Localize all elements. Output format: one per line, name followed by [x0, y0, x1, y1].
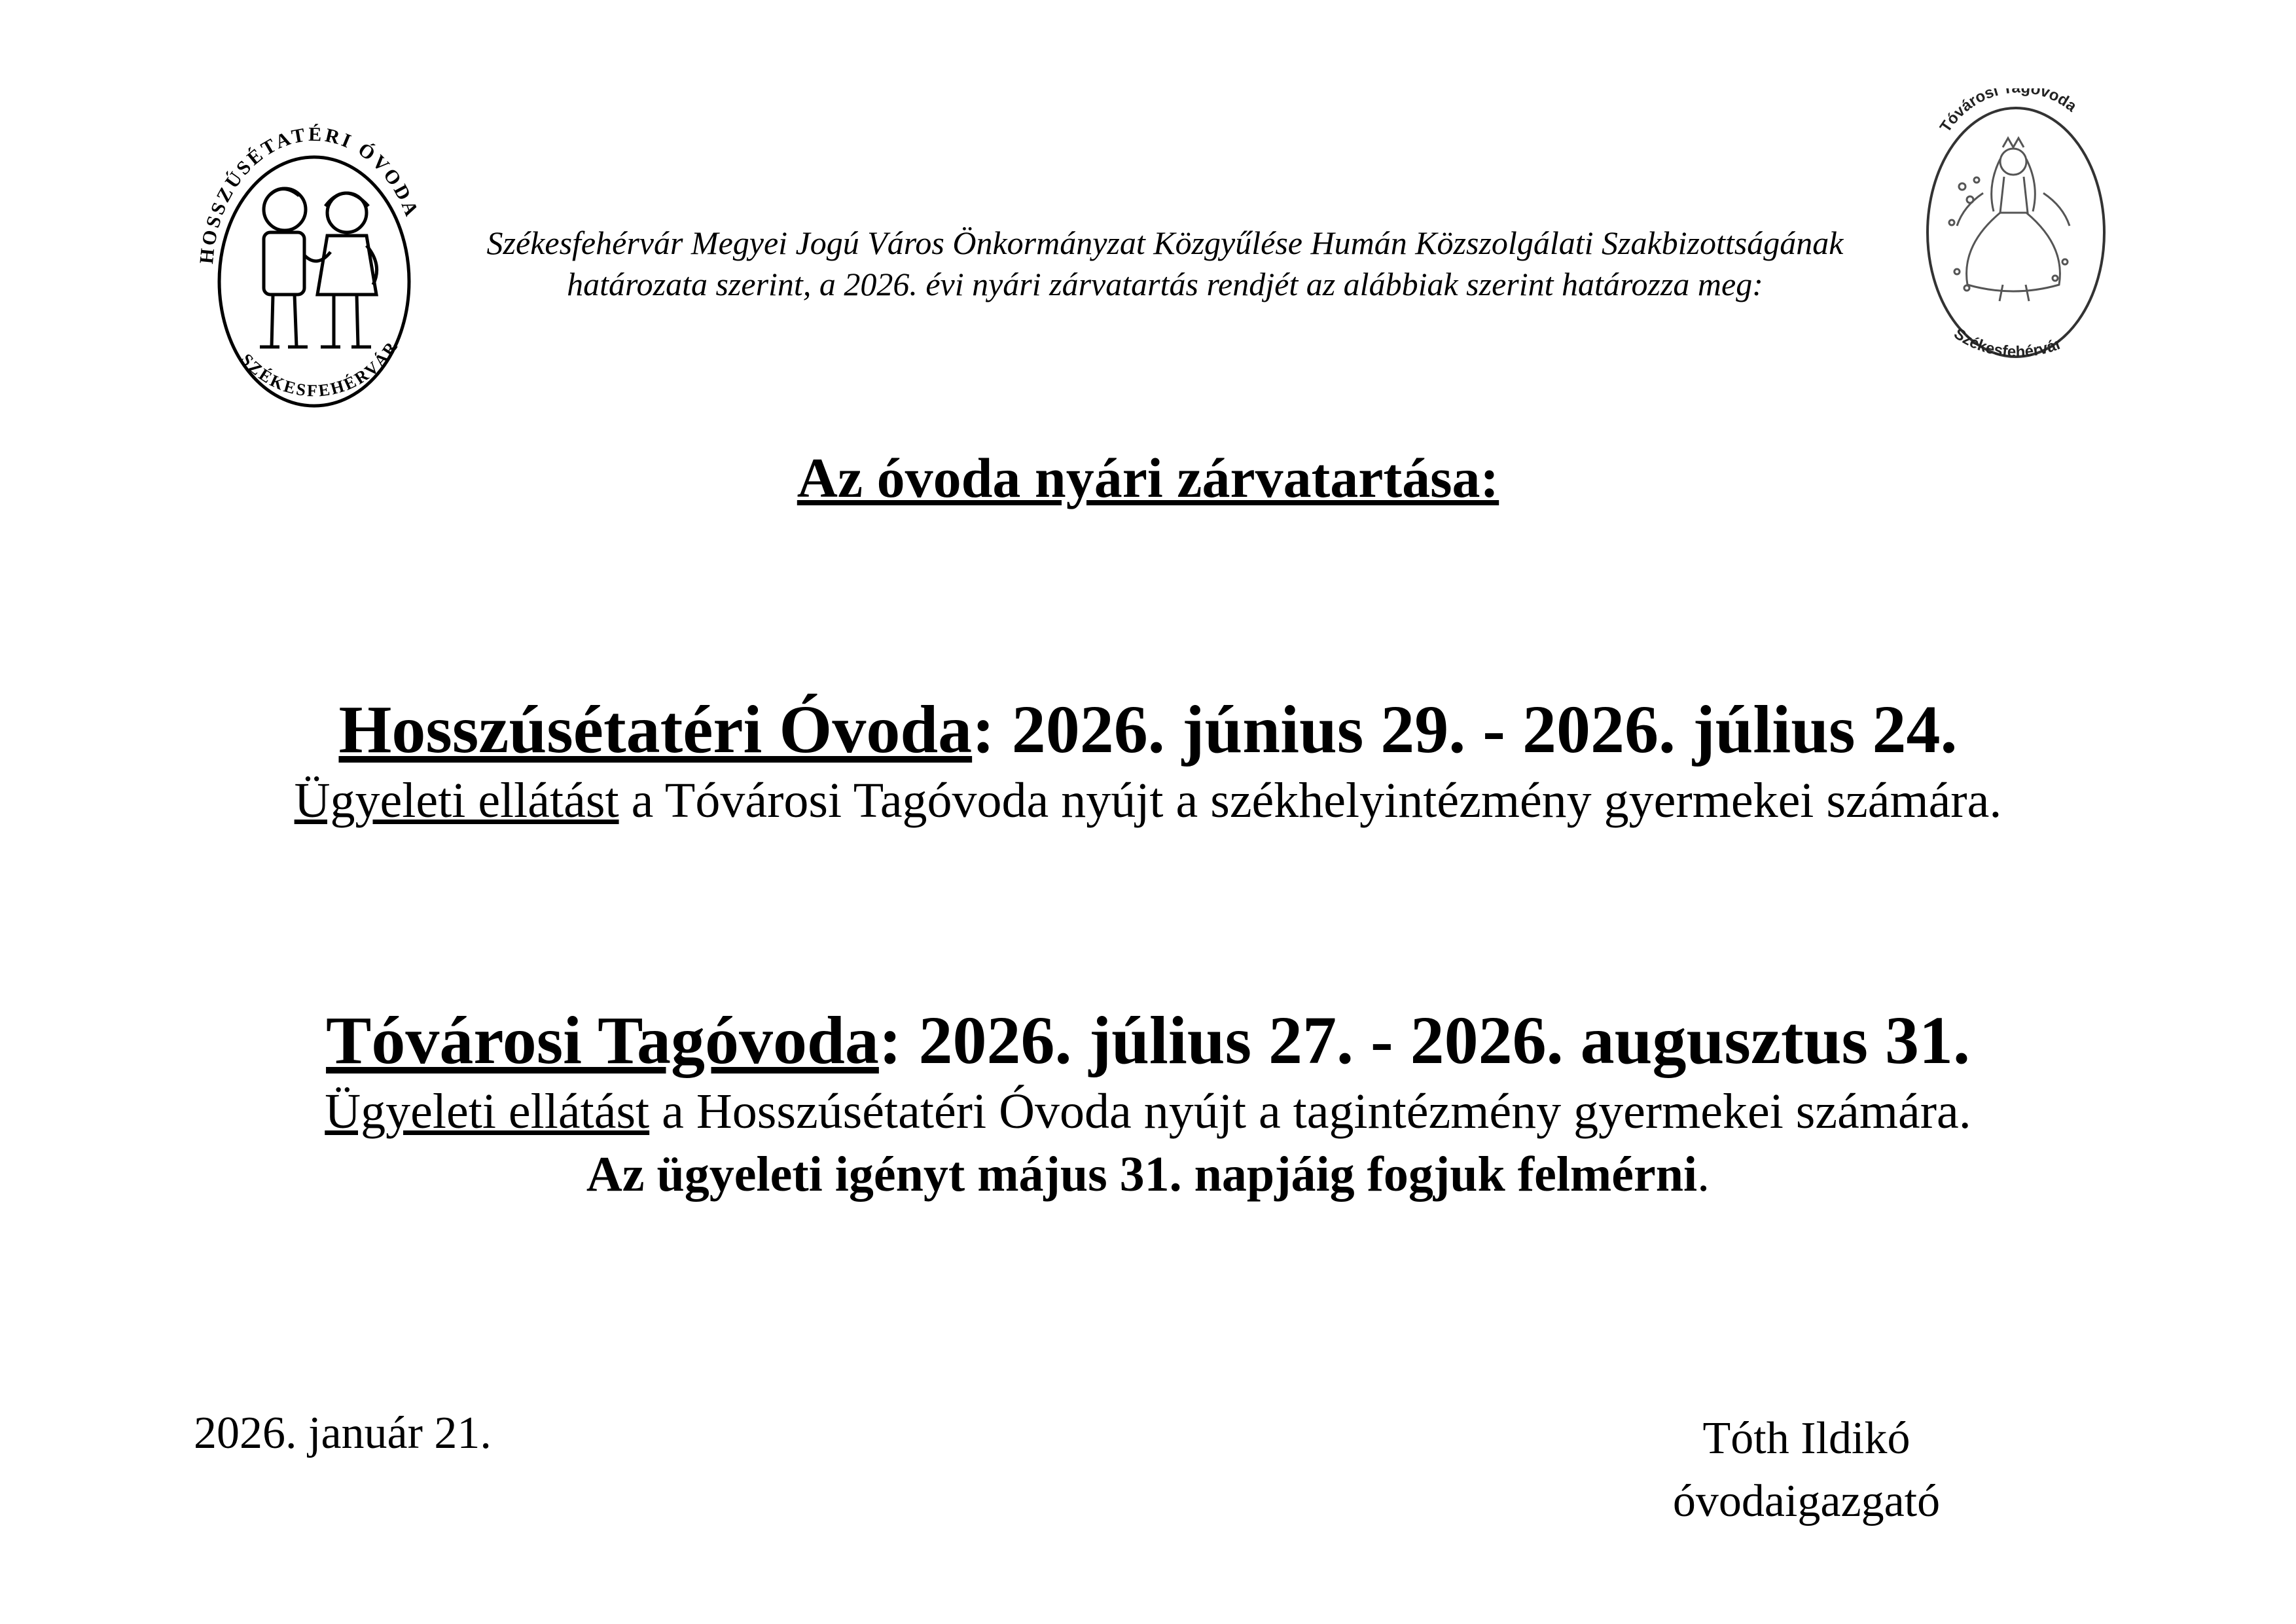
- tovarosi-tagovoda-logo: [1905, 88, 2127, 376]
- right-logo-arc-top: Tóvárosi T óvoda: [1936, 88, 2081, 136]
- signature-block: [1623, 1407, 1990, 1533]
- closure-dates: : 2026. június 29. - 2026. július 24.: [972, 692, 1958, 767]
- dancing-princess-icon: [1949, 138, 2070, 301]
- survey-note: [196, 1143, 2100, 1206]
- closure-heading: [196, 1001, 2100, 1080]
- signer-title: óvodaigazgató: [1672, 1476, 1941, 1526]
- intro-paragraph: Székesfehérvár Megyei Jogú Város Önkormányzat Közgyűlése Humán Közszolgálati Szakbizottságának határozata szerint, a 2026. évi nyári zárvatartás rendjét az alábbiak szerint határozza meg:: [486, 225, 1844, 302]
- survey-note-text: Az ügyeleti igényt május 31. napjáig fogjuk felmérni: [586, 1147, 1698, 1202]
- duty-rest: a Tóvárosi Tagóvoda nyújt a székhelyintézmény gyermekei számára.: [631, 773, 2002, 828]
- closure-dates: : 2026. július 27. - 2026. augusztus 31.: [878, 1003, 1970, 1078]
- right-logo-arc-bottom: Székesfehérvár: [1950, 325, 2064, 361]
- document-date: 2026. január 21.: [194, 1408, 492, 1458]
- duty-label: Ügyeleti ellátást: [325, 1084, 650, 1139]
- survey-note-end: .: [1697, 1147, 1710, 1202]
- duty-label: Ügyeleti ellátást: [294, 773, 619, 828]
- two-children-holding-hands-icon: [260, 189, 377, 347]
- duty-text: [196, 1080, 2100, 1143]
- left-logo-arc-bottom: SZÉKESFEHÉRVÁR: [236, 336, 403, 401]
- closure-hosszusetateri: [196, 691, 2100, 832]
- duty-text: [196, 769, 2100, 832]
- kindergarten-name: Tóvárosi Tagóvoda: [326, 1003, 879, 1078]
- signer-name: Tóth Ildikó: [1702, 1413, 1910, 1464]
- hosszusetateri-ovoda-logo: [187, 121, 442, 422]
- closure-heading: [196, 691, 2100, 769]
- closure-tovarosi: [196, 1001, 2100, 1206]
- page-title: Az óvoda nyári zárvatartása:: [797, 446, 1499, 509]
- duty-rest: a Hosszúsétatéri Óvoda nyújt a tagintézmény gyermekei számára.: [662, 1084, 1971, 1139]
- kindergarten-name: Hosszúsétatéri Óvoda: [338, 692, 973, 767]
- left-logo-arc-top: HOSSZÚSÉTATÉRI ÓVODA: [195, 123, 423, 265]
